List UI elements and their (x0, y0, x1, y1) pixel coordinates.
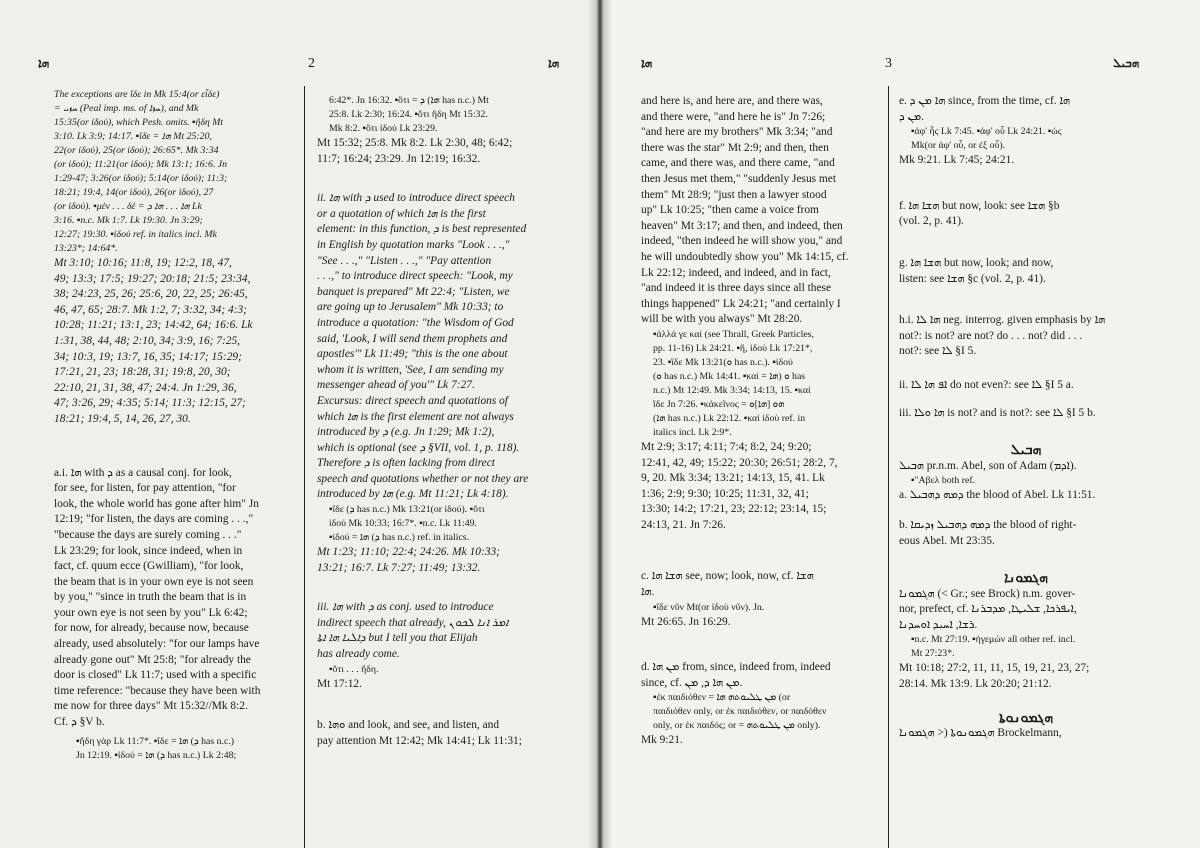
greek-equivalents-cont: 6:42*. Jn 16:32. ▪ὅτι = ܕ (ܗܐ has n.c.) Mt 25:8. Lk 2:30; 16:24. ▪ὅτι ἤδη Mt 15:32. Mk 8:2. ▪ὅτι ἰδού Lk 23:29. (329, 95, 489, 134)
greek-equivalents-b: ▪ἀλλά γε καί (see Thrall, Greek Particles, pp. 11-16) Lk 24:21. ▪ἤ, ἰδοὺ Lk 17:21*, 23. ▪ἴδε Mk 13:21(ܘ has n.c.). ▪ἰδού (ܘ has n.c.) Mk 14:41. ▪καί = ܘ (ܗܐ has n.c.) Mt 12:49. Mk 3:34; 14:13, 15. ▪καί ἴδε Jn 7:26. ▪κἀκεῖνος = ܗܘ [ܗܐ]ܘ (ܗܐ has n.c.) Lk 22:12. ▪καὶ ἰδοὺ ref. in italics incl. Lk 2:9*. (653, 328, 814, 438)
entry-b-continued: and here is, and here are, and there was, and there were, "and here he is" Jn 7:26; "and here are my brothers" Mk 3:34; "and there was the star" Mt 2:9; and then, then came, and there was, and there came, "and then Jesus met them," "suddenly Jesus met them" Mt 28:9; "just then a lawyer stood up" Lk 10:25; "then came a voice from heaven" Mt 3:17; and then, and indeed, then indeed, "then indeed he will show you," and he will undoubtedly show you" Mk 14:15, cf. Lk 22:12; indeed, and indeed, and in fact, "and indeed it is three days since all these things happened" Lk 24:21; "and certainly I will be with you always" Mt 28:20. (641, 95, 849, 326)
left-page-column-1 (54, 88, 297, 763)
exceptions-note: The exceptions are ἴδε in Mk 15:4(or εἶδε) = ܚܙܝ (Peal imp. ms. of ܚܙܐ), and Mk 15:35(or ἰδού), which Pesh. omits. ▪ἤδη Mt 3:10. Lk 3:9; 14:17. ▪ἴδε = ܗܐ Mt 25:20, 22(or ἰδού), 25(or ἰδού); 26:65*. Mk 3:34 (or ἰδού); 11:21(or ἰδού); Mk 13:1; 16:6. Jn 1:29-47; 3:26(or ἰδού); 5:14(or ἰδού); 11:3; 18:21; 19:4, 14(or ἰδού), 26(or ἰδού), 27 (or ἰδού). ▪μὲν . . . δὲ = ܗܐ . . . ܗܐ ܕ Lk 3:16. ▪n.c. Mk 1:7. Lk 19:30. Jn 3:29; 12:27; 19:30. ▪ἰδού ref. in italics incl. Mk 13:23*; 14:64*. (54, 89, 228, 254)
entry-f: f. ܗܫܐ ܗܐ but now, look: see ܗܫܐ §b (vol. 2, p. 41). (899, 199, 1060, 228)
entry-iii: iii. ܗܐ with ܕ as conj. used to introduce indirect speech that already, ܐܡܪ ܐܢܐ ܠܟܘܢ ܕܐܠܝܐ ܗܐ ܐܬܐ but I tell you that Elijah has already come. (317, 601, 509, 661)
right-page-column-1 (641, 94, 877, 749)
reference-list-2: Mt 15:32; 25:8. Mk 8:2. Lk 2:30, 48; 6:42; 11:7; 16:24; 23:29. Jn 12:19; 16:32. (317, 137, 513, 165)
entry-governor: ܗܓܡܘܢܐ (< Gr.; see Brock) n.m. gover- nor, prefect, cf. ܐܝܦܪܟܐ, ܫܠܝܛܐ, ܡܕܒܪܢܐ, ܪܫܐ, ܐܚܝܕ ܐܘܚܕܢܐ. (899, 587, 1077, 631)
right-page-column-2 (899, 94, 1153, 742)
entry-c: c. ܗܫܐ ܗܐ see, now; look, now, cf. ܗܫܐ ܗܐ. (641, 570, 814, 599)
right-page-header-right: ܗܒܝܠ (1113, 56, 1140, 70)
reference-list-d: Mk 9:21. (641, 734, 683, 747)
entry-abel-a: a. ܕܡܗ ܕܗܒܝܠ the blood of Abel. Lk 11:51. (899, 489, 1096, 502)
entry-governorship: ܗܓܡܘܢܘܬܐ (< ܗܓܡܘܢܐ Brockelmann, (899, 727, 1062, 740)
reference-list-1: Mt 3:10; 10:16; 11:8, 19; 12:2, 18, 47, 49; 13:3; 17:5; 19:27; 20:18; 21:5; 23:34, 38; 24:23, 25, 26; 25:6, 20, 22, 25; 26:45, 46, 47, 65; 28:7. Mk 1:2, 7; 3:32, 34; 4:3; 10:28; 11:21; 13:1, 23; 14:42, 64; 16:6. Lk 1:31, 38, 44, 48; 2:10, 34; 3:9, 16; 7:25, 34; 10:3, 19; 13:7, 16, 35; 14:17; 15:29; 17:21, 21, 23; 18:28, 31; 19:8, 20, 30; 22:10, 21, 31, 38, 47; 24:4. Jn 1:29, 36, 47; 3:26, 29; 4:35; 5:14; 11:3; 12:15, 27; 18:21; 19:4, 5, 14, 26, 27, 30. (54, 257, 253, 425)
entry-a-i: a.i. ܗܐ with ܕ as a causal conj. for look, for see, for listen, for pay attention, "for look, the whole world has gone after him" Jn 12:19; "for listen, the days are coming . . .," "because the days are surely coming . . ." Lk 23:29; for look, since indeed, when in fact, cf. quum ecce (Gwilliam), "for look, the beam that is in your own eye is not seen by you," "since in truth the beam that is in your own eye is not seen by you" Lk 6:42; for now, for already, because now, because already, used absolutely: "for our lamps have already gone out" Mt 25:8; "for already the door is closed" Lk 11:7; used with a specific time reference: "because they have been with me now for three days" Mt 15:32//Mk 8:2. Cf. ܕ §V b. (54, 466, 261, 729)
left-page (0, 0, 598, 848)
entry-d: d. ܡܢ ܗܐ from, since, indeed from, indeed since, cf. ܡܢ ܗܐ ܕ, ܡܢ. (641, 661, 831, 689)
right-page-number: 3 (885, 56, 892, 71)
entry-h-iii: iii. ܗܐ ܘܠܐ is not? and is not?: see ܠܐ §I 5 b. (899, 406, 1096, 419)
greek-equivalents-e: ▪ἀφ' ἧς Lk 7:45. ▪ἀφ' οὗ Lk 24:21. ▪ὡς Mk(or ἀφ' οὗ, or ἐξ οὗ). (911, 126, 1062, 152)
left-page-number: 2 (308, 56, 315, 71)
reference-list-governor: Mt 10:18; 27:2, 11, 11, 15, 19, 21, 23, 27; 28:14. Mk 13:9. Lk 20:20; 21:12. (899, 662, 1090, 691)
entry-b: b. ܘܗܐ and look, and see, and listen, and pay attention Mt 12:42; Mk 14:41; Lk 11:31; (317, 719, 522, 747)
reference-list-iii: Mt 17:12. (317, 677, 362, 690)
entry-e: e. ܗܐ ܡܢ ܕ since, from the time, cf. ܗܐ ܡܢ ܕ. (899, 95, 1071, 123)
left-column-rule (304, 86, 305, 848)
right-page-header-left: ܗܐ (641, 56, 653, 70)
entry-g: g. ܗܫܐ ܗܐ but now, look; and now, listen: see ܗܫܐ §c (vol. 2, p. 41). (899, 256, 1054, 285)
left-page-header-right: ܗܐ (548, 56, 560, 70)
right-page (603, 0, 1200, 848)
reference-list-e: Mk 9:21. Lk 7:45; 24:21. (899, 154, 1015, 167)
book-gutter (588, 0, 612, 848)
reference-list-ii: Mt 1:23; 11:10; 22:4; 24:26. Mk 10:33; 13:21; 16:7. Lk 7:27; 11:49; 13:32. (317, 546, 500, 574)
entry-abel: ܗܒܝܠ pr.n.m. Abel, son of Adam (ܐܕܡ). (899, 459, 1077, 472)
entry-ii: ii. ܗܐ with ܕ used to introduce direct speech or a quotation of which ܗܐ is the first element: in this function, ܕ is best represented in English by quotation marks "Look . . .," "See . . .," "Listen . . .," "Pay attention . . .," to introduce direct speech: "Look, my banquet is prepared" Mt 22:4; "Listen, we are going up to Jerusalem" Mk 10:33; to introduce a quotation: "the Wisdom of God said, 'Look, I will send them prophets and apostles'" Lk 11:49; "this is the one about whom it is written, 'See, I am sending my messenger ahead of you'" Lk 7:27. Excursus: direct speech and quotations of which ܗܐ is the first element are not always introduced by ܕ (e.g. Jn 1:29; Mk 1:2), which is optional (see ܕ §VII, vol. 1, p. 118). Therefore ܕ is often lacking from direct speech and quotations whether or not they are introduced by ܗܐ (e.g. Mt 11:21; Lk 4:18). (317, 192, 529, 501)
greek-equivalents-c: ▪ἴδε νῦν Mt(or ἰδοὺ νῦν). Jn. (653, 601, 765, 613)
headword-governorship: ܗܓܡܘܢܘܬܐ (998, 709, 1054, 726)
greek-equivalents-governor: ▪n.c. Mt 27:19. ▪ἡγεμών all other ref. incl. Mt 27:23*. (911, 634, 1076, 660)
greek-equivalents-a-i: ▪ἤδη γὰρ Lk 11:7*. ▪ἴδε = ܗܐ (ܕ has n.c.) Jn 12:19. ▪ἰδού = ܗܐ (ܕ has n.c.) Lk 2:48; (76, 735, 237, 761)
left-page-column-2 (317, 94, 556, 749)
greek-equivalents-ii: ▪ἴδε (ܕ has n.c.) Mk 13:21(or ἰδού). ▪ὅτι ἰδού Mk 10:33; 16:7*. ▪n.c. Lk 11:49. ▪ἰδού = ܗܐ (ܕ has n.c.) ref. in italics. (329, 504, 485, 544)
reference-list-b: Mt 2:9; 3:17; 4:11; 7:4; 8:2, 24; 9:20; 12:41, 42, 49; 15:22; 20:30; 26:51; 28:2, 7, 9, 20. Mk 3:34; 13:21; 14:13, 15, 41. Lk 1:36; 2:9; 9:30; 10:25; 11:31, 32, 41; 13:30; 14:2; 17:21, 23; 22:12; 23:14, 15; 24:13, 21. Jn 7:26. (641, 440, 838, 531)
greek-equivalents-iii: ▪ὅτι . . . ἤδη. (329, 663, 379, 675)
entry-h-i: h.i. ܗܐ ܠܐ neg. interrog. given emphasis by ܗܐ not?: is not? are not? do . . . not? did . . . not?: see ܠܐ §I 5. (899, 314, 1106, 358)
entry-h-ii: ii. ܐܦ ܗܐ ܠܐ do not even?: see ܠܐ §I 5 a. (899, 378, 1074, 391)
right-column-rule (888, 86, 889, 848)
reference-list-c: Mt 26:65. Jn 16:29. (641, 615, 731, 628)
headword-governor: ܗܓܡܘܢܐ (1004, 570, 1048, 587)
left-page-header-left: ܗܐ (38, 56, 50, 70)
entry-abel-b: b. ܕܡܗ ܕܗܒܝܠ ܙܕܝܩܐ the blood of right- eous Abel. Mt 23:35. (899, 518, 1077, 547)
headword-abel: ܗܒܝܠ (1010, 442, 1042, 459)
greek-equivalents-d: ▪ἐκ παιδιόθεν = ܡܢ ܛܠܝܘܬܗ ܗܐ (or παιδιόθεν only, or ἐκ παιδιόθεν, or παιδόθεν only, or ἐκ παιδός; or = ܡܢ ܛܠܝܘܬܗ only). (653, 692, 827, 732)
greek-equivalents-abel: ▪"Αβελ both ref. (911, 475, 976, 487)
